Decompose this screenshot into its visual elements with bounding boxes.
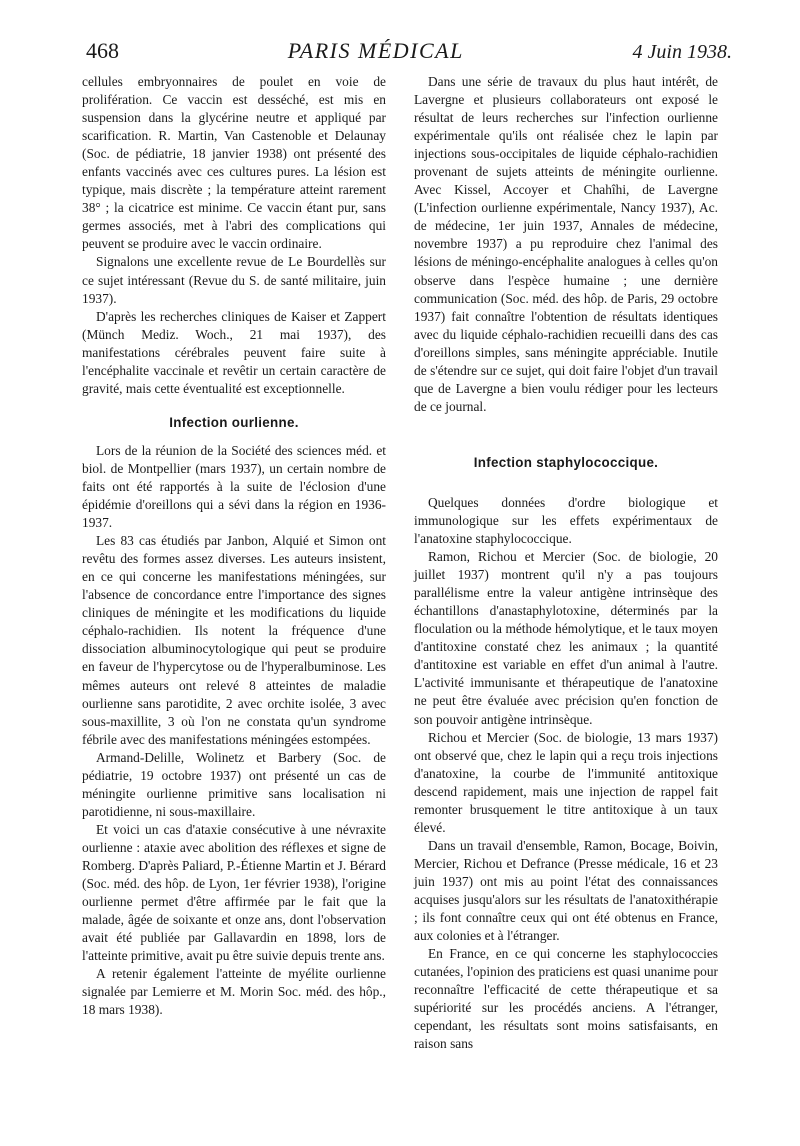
paragraph: En France, en ce qui concerne les staphylococcies cutanées, l'opinion des praticiens est quasi unanime pour reconnaître l'efficacité de cette thérapeutique et sa supériorité sur les procédés anciens. A l'étranger, cependant, les résultats sont moins satisfaisants, en raison sans — [414, 946, 718, 1052]
paragraph: Quelques données d'ordre biologique et immunologique sur les effets expérimentaux de l'anatoxine staphylococcique. — [414, 494, 718, 547]
paragraph: Lors de la réunion de la Société des sciences méd. et biol. de Montpellier (mars 1937), un certain nombre de faits ont été rapportés à la suite de l'éclosion d'une épidémie d'oreillons qui a sévi dans la région en 1936-1937. — [82, 442, 386, 531]
paragraph: Les 83 cas étudiés par Janbon, Alquié et Simon ont revêtu des formes assez diverses. Les auteurs insistent, en ce qui concerne les manifestations méningées, sur l'absence de concordance entre l'importance des signes cliniques de méningite et les modifications du liquide céphalo-rachidien. Ils notent la fréquence d'une dissociation albuminocytologique qui peut se produire en faveur de l'hypercytose ou de l'hyperalbuminose. Les mêmes auteurs ont relevé 8 atteintes de maladie ourlienne sans parotidite, 2 avec orchite isolée, 3 avec sous-maxillite, 3 où l'on ne constata qu'un syndrome fébrile avec des manifestations méningées estompées. — [82, 533, 386, 747]
section-heading-ourlienne: Infection ourlienne. — [169, 414, 299, 430]
issue-date: 4 Juin 1938. — [632, 41, 732, 63]
page-header — [86, 38, 732, 70]
paragraph: cellules embryonnaires de poulet en voie de prolifération. Ce vaccin est desséché, est mis en suspension dans la glycérine neutre et appliqué par scarification. R. Martin, Van Castenoble et Delaunay (Soc. de pédiatrie, 18 janvier 1938) ont présenté des enfants vaccinés avec ces cultures pures. La lésion est typique, mais discrète ; la température atteint rarement 38° ; la cicatrice est minime. Ce vaccin étant pur, sans germes associés, met à l'abri des complications qui peuvent se produire avec le vaccin ordinaire. — [82, 74, 386, 252]
paragraph: Armand-Delille, Wolinetz et Barbery (Soc. de pédiatrie, 19 octobre 1937) ont présenté un cas de méningite ourlienne primitive sans localisation ni parotidienne, ni sous-maxillaire. — [82, 749, 386, 819]
paragraph: Et voici un cas d'ataxie consécutive à une névraxite ourlienne : ataxie avec abolition des réflexes et signe de Romberg. D'après Paliard, P.-Étienne Martin et J. Bérard (Soc. méd. des hôp. de Lyon, 1er février 1938), l'origine ourlienne permet d'être affirmée par le fait que la malade, âgée de soixante et onze ans, dont l'observation avait été publiée par Gallavardin en 1898, lors de l'atteinte primitive, avait pu être suivie depuis trente ans. — [82, 821, 386, 964]
left-column — [82, 73, 386, 1019]
page-number: 468 — [86, 38, 119, 63]
paragraph: Richou et Mercier (Soc. de biologie, 13 mars 1937) ont observé que, chez le lapin qui a reçu trois injections d'anatoxine, la courbe de l'immunité antitoxique descend rapidement, mais une injection de rappel fait remonter brusquement le titre antitoxique à un taux élevé. — [414, 729, 718, 835]
paragraph: Ramon, Richou et Mercier (Soc. de biologie, 20 juillet 1937) montrent qu'il n'y a pas toujours parallélisme entre la valeur antigène intrinsèque des échantillons d'anastaphylotoxine, déterminés par la floculation ou la méthode hémolytique, et le taux moyen d'antitoxine constaté chez les animaux ; la quantité d'antitoxine est variable en effet d'un animal à l'autre. L'activité immunisante et thérapeutique de l'anatoxine ne peut être évaluée avec précision qu'en fonction de son pouvoir antigène intrinsèque. — [414, 549, 718, 727]
right-column — [414, 73, 718, 1053]
paragraph: Dans une série de travaux du plus haut intérêt, de Lavergne et plusieurs collaborateurs ont exposé le résultat de leurs recherches sur l'infection ourlienne expérimentale qu'ils ont réalisée chez le lapin par injections sous-occipitales de liquide céphalo-rachidien provenant de sujets atteints de méningite ourlienne. Avec Kissel, Accoyer et Chahîhi, de Lavergne (L'infection ourlienne expérimentale, Nancy 1937), Ac. de médecine, 1er juin 1937, Annales de médecine, novembre 1937) a pu reproduire chez l'animal des lésions de méningo-encéphalite analogues à celles qu'on observe dans l'espèce humaine ; une dernière communication (Soc. méd. des hôp. de Paris, 29 octobre 1937) fait connaître l'obtention de résultats identiques avec du liquide céphalo-rachidien recueilli dans des cas d'oreillons simples, sans méningite appréciable. Inutile de s'étendre sur ce sujet, qui doit faire l'objet d'un travail que de Lavergne a bien voulu rédiger pour les lecteurs de ce journal. — [414, 74, 718, 414]
paragraph: D'après les recherches cliniques de Kaiser et Zappert (Münch Mediz. Woch., 21 mai 1937), des manifestations cérébrales peuvent faire suite à l'encéphalite vaccinale et revêtir un certain caractère de gravité, mais cette éventualité est exceptionnelle. — [82, 308, 386, 396]
paragraph: Signalons une excellente revue de Le Bourdellès sur ce sujet intéressant (Revue du S. de santé militaire, juin 1937). — [82, 254, 386, 306]
paragraph: Dans un travail d'ensemble, Ramon, Bocage, Boivin, Mercier, Richou et Defrance (Presse médicale, 16 et 23 juin 1937) ont mis au point l'état des connaissances acquises jusqu'alors sur les résultats de l'anatoxithérapie ; ils font connaître ceux qui ont été obtenus en France, aux colonies et à l'étranger. — [414, 837, 718, 944]
paragraph: A retenir également l'atteinte de myélite ourlienne signalée par Lemierre et M. Morin Soc. méd. des hôp., 18 mars 1938). — [82, 966, 386, 1018]
section-heading-staphylococcique: Infection staphylococcique. — [473, 454, 659, 470]
journal-title: PARIS MÉDICAL — [287, 38, 464, 63]
